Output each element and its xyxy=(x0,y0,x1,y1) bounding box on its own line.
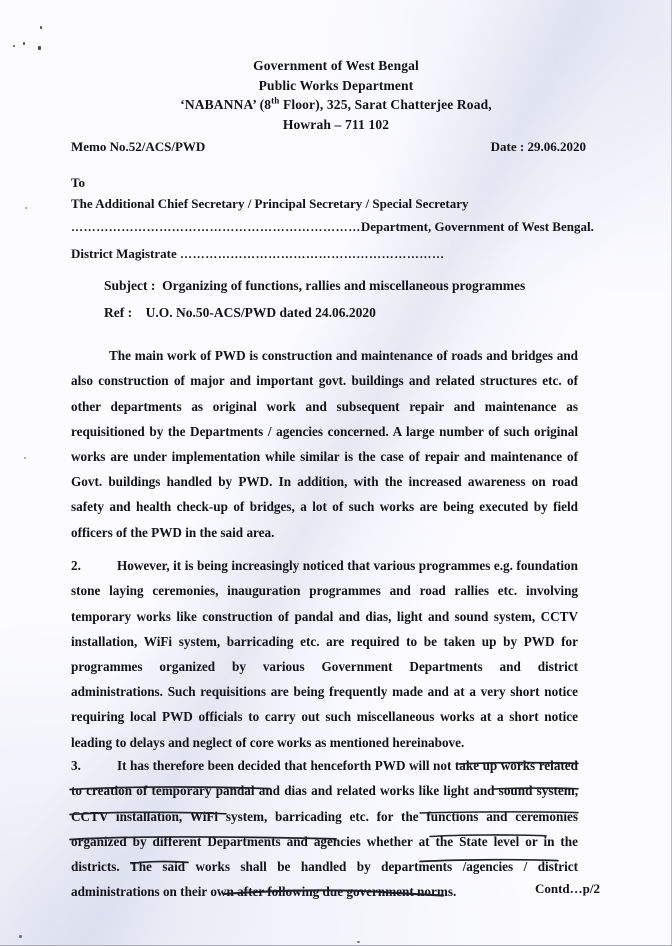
letterhead-line-city-pin: Howrah – 711 102 xyxy=(282,116,390,132)
paragraph-3-number: 3. xyxy=(71,758,81,774)
department-text: Department, Government of West Bengal. xyxy=(360,219,594,234)
letterhead xyxy=(0,56,672,134)
body-paragraph-2 xyxy=(71,553,578,755)
letterhead-line-address xyxy=(0,95,672,115)
reference-label: Ref : xyxy=(104,305,133,320)
paragraph-3-text: It has therefore been decided that henceforth PWD will not take up works related to creation of temporary pandal and dias and related works like light and sound system, CCTV installation, WiFi system, barricading etc. for the functions and ceremonies organized by different Departments and agencies whether at the State level or in the districts. The said works shall be handled by departments /agencies / district administrations on their own after following due government norms. xyxy=(71,758,578,900)
subject-line xyxy=(104,278,525,294)
memo-date: Date : 29.06.2020 xyxy=(490,139,586,154)
addressee-block xyxy=(71,172,469,214)
scan-speck xyxy=(19,935,22,938)
body-paragraph-1 xyxy=(71,343,578,545)
department-fill-line xyxy=(71,219,612,235)
paragraph-2-number: 2. xyxy=(71,558,81,574)
scan-speck xyxy=(23,42,25,45)
reference-line xyxy=(104,305,376,321)
scan-speck xyxy=(13,45,15,47)
scan-speck xyxy=(38,46,41,50)
memo-number: Memo No.52/ACS/PWD xyxy=(71,139,206,154)
recipient-designations: The Additional Chief Secretary / Principal Secretary / Special Secretary xyxy=(71,196,469,211)
district-magistrate-dots: ……………………………………………………… xyxy=(180,247,445,261)
address-pre: ‘NABANNA’ (8 xyxy=(180,97,272,112)
subject-text: Organizing of functions, rallies and miscellaneous programmes xyxy=(162,278,526,293)
floor-ordinal-suffix: th xyxy=(271,95,280,106)
district-magistrate-line xyxy=(71,246,445,262)
scan-speck xyxy=(24,457,26,459)
to-label: To xyxy=(71,175,85,190)
scan-speck xyxy=(25,207,27,209)
continuation-note: Contd…p/2 xyxy=(534,881,600,896)
department-dots: …………………………………………………………… xyxy=(71,220,361,234)
letterhead-line-government: Government of West Bengal xyxy=(253,58,419,73)
memo-header-row xyxy=(71,139,586,155)
letterhead-line-department: Public Works Department xyxy=(258,77,414,93)
paragraph-1-text: The main work of PWD is construction and maintenance of roads and bridges and also construction of major and important govt. buildings and related structures etc. of other departments as original work and subsequent repair and maintenance as requisitioned by the Departments / agencies concerned. A large number of such original works are under implementation while similar is the case of repair and maintenance of Govt. buildings handled by PWD. In addition, with the increased awareness on road safety and health check-up of bridges, a lot of such works are being executed by field officers of the PWD in the said area. xyxy=(71,348,578,540)
district-magistrate-label: District Magistrate xyxy=(71,246,177,261)
scan-speck xyxy=(40,26,42,29)
address-post: Floor), 325, Sarat Chatterjee Road, xyxy=(279,97,492,112)
paragraph-2-text: However, it is being increasingly noticed that various programmes e.g. foundation stone laying ceremonies, inauguration programmes and road rallies etc. involving temporary works like construction of pandal and dias, light and sound system, CCTV installation, WiFi system, barricading etc. are required to be taken up by PWD for programmes organized by various Government Departments and district administrations. Such requisitions are being frequently made and at a very short notice requiring local PWD officials to carry out such miscellaneous works at a short notice leading to delays and neglect of core works as mentioned hereinabove. xyxy=(71,558,578,750)
subject-label: Subject : xyxy=(104,278,156,293)
reference-text: U.O. No.50-ACS/PWD dated 24.06.2020 xyxy=(145,305,376,320)
body-paragraph-3 xyxy=(71,753,578,904)
scan-speck xyxy=(357,941,360,943)
